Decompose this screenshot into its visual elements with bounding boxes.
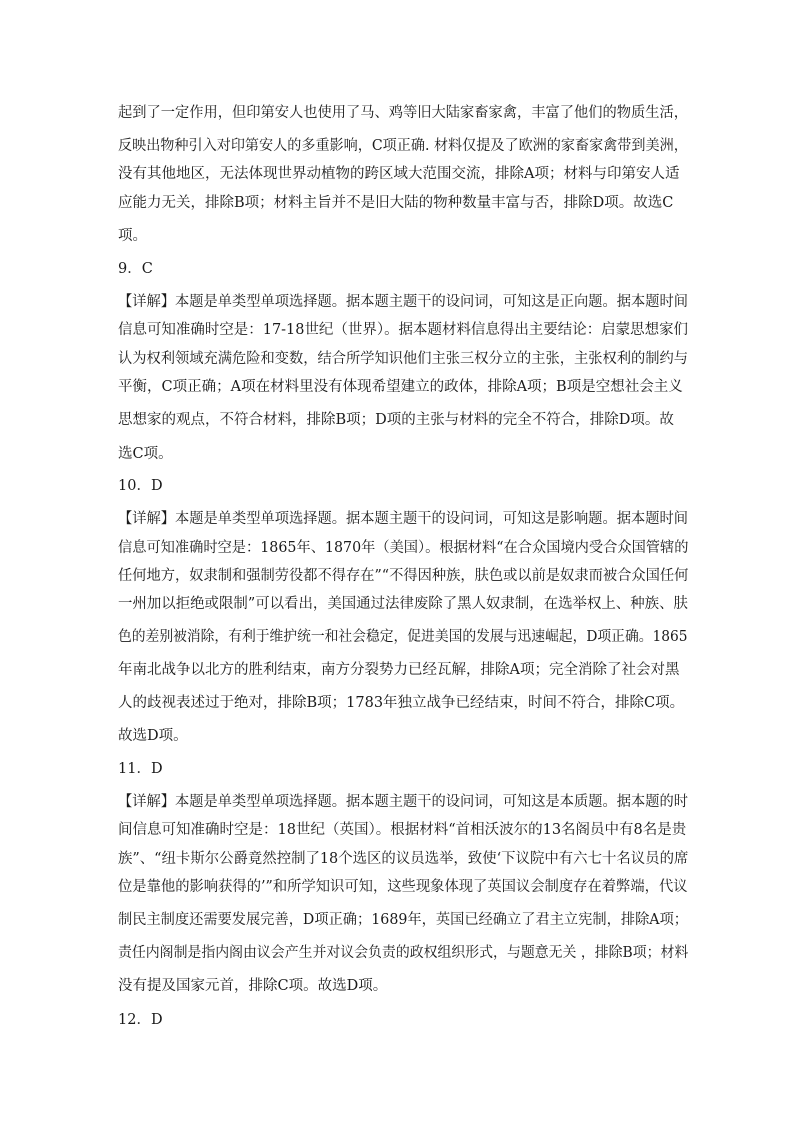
explanation-line: 【详解】本题是单类型单项选择题。据本题主题干的设问词，可知这是本质题。据本题的时 (118, 794, 689, 810)
text-line: 色的差别被消除，有利于维护统一和社会稳定，促进美国的发展与迅速崛起，D项正确。1865 (118, 629, 688, 645)
text-line: 思想家的观点，不符合材料，排除B项；D项的主张与材料的完全不符合，排除D项。故 (118, 412, 674, 428)
text-line: 任何地方，奴隶制和强制劳役都不得存在”“不得因种族，肤色或以前是奴隶而被合众国任何 (118, 568, 689, 584)
text-line: 制民主制度还需要发展完善，D项正确；1689年，英国已经确立了君主立宪制，排除A项； (118, 912, 689, 928)
text-line: 故选D项。 (118, 728, 188, 744)
text-line: 应能力无关，排除B项；材料主旨并不是旧大陆的物种数量丰富与否，排除D项。故选C (118, 195, 674, 211)
text-line: 没有提及国家元首，排除C项。故选D项。 (118, 978, 388, 994)
text-line: 没有其他地区，无法体现世界动植物的跨区域大范围交流，排除A项；材料与印第安人适 (118, 166, 680, 182)
question-number: 9．C (118, 261, 153, 277)
text-line: 信息可知准确时空是：17-18世纪（世界）。据本题材料信息得出主要结论：启蒙思想家们 (118, 322, 689, 338)
text-line: 认为权利领域充满危险和变数，结合所学知识他们主张三权分立的主张，主张权利的制约与 (118, 351, 689, 367)
text-line: 起到了一定作用，但印第安人也使用了马、鸡等旧大陆家畜家禽，丰富了他们的物质生活， (118, 105, 689, 121)
text-line: 信息可知准确时空是：1865年、1870年（美国）。根据材料“在合众国境内受合众国管辖的 (118, 540, 689, 556)
question-number: 12．D (118, 1012, 163, 1028)
text-line: 选C项。 (118, 446, 173, 462)
question-number: 11．D (118, 761, 163, 777)
explanation-line: 【详解】本题是单类型单项选择题。据本题主题干的设问词，可知这是影响题。据本题时间 (118, 511, 689, 527)
text-line: 人的歧视表述过于绝对，排除B项；1783年独立战争已经结束，时间不符合，排除C项。 (118, 695, 685, 711)
question-number: 10．D (118, 478, 163, 494)
text-line: 位是靠他的影响获得的’”和所学知识可知，这些现象体现了英国议会制度存在着弊端，代议 (118, 879, 688, 895)
text-line: 平衡，C项正确；A项在材料里没有体现希望建立的政体，排除A项；B项是空想社会主义 (118, 379, 683, 395)
text-line: 责任内阁制是指内阁由议会产生并对议会负责的政权组织形式，与题意无关 ，排除B项；材料 (118, 945, 689, 961)
text-line: 一州加以拒绝或限制”可以看出，美国通过法律废除了黑人奴隶制，在选举权上、种族、肤 (118, 596, 688, 612)
explanation-line: 【详解】本题是单类型单项选择题。据本题主题干的设问词，可知这是正向题。据本题时间 (118, 294, 689, 310)
text-line: 族”、“纽卡斯尔公爵竟然控制了18个选区的议员选举，致使‘下议院中有六七十名议员的席 (118, 851, 689, 867)
text-line: 年南北战争以北方的胜利结束，南方分裂势力已经瓦解，排除A项；完全消除了社会对黑 (118, 662, 680, 678)
text-line: 项。 (118, 228, 147, 244)
text-line: 间信息可知准确时空是：18世纪（英国）。根据材料“首相沃波尔的13名阁员中有8名是贵 (118, 822, 687, 838)
text-line: 反映出物种引入对印第安人的多重影响，C项正确. 材料仅提及了欧洲的家畜家禽带到美洲， (118, 138, 688, 154)
